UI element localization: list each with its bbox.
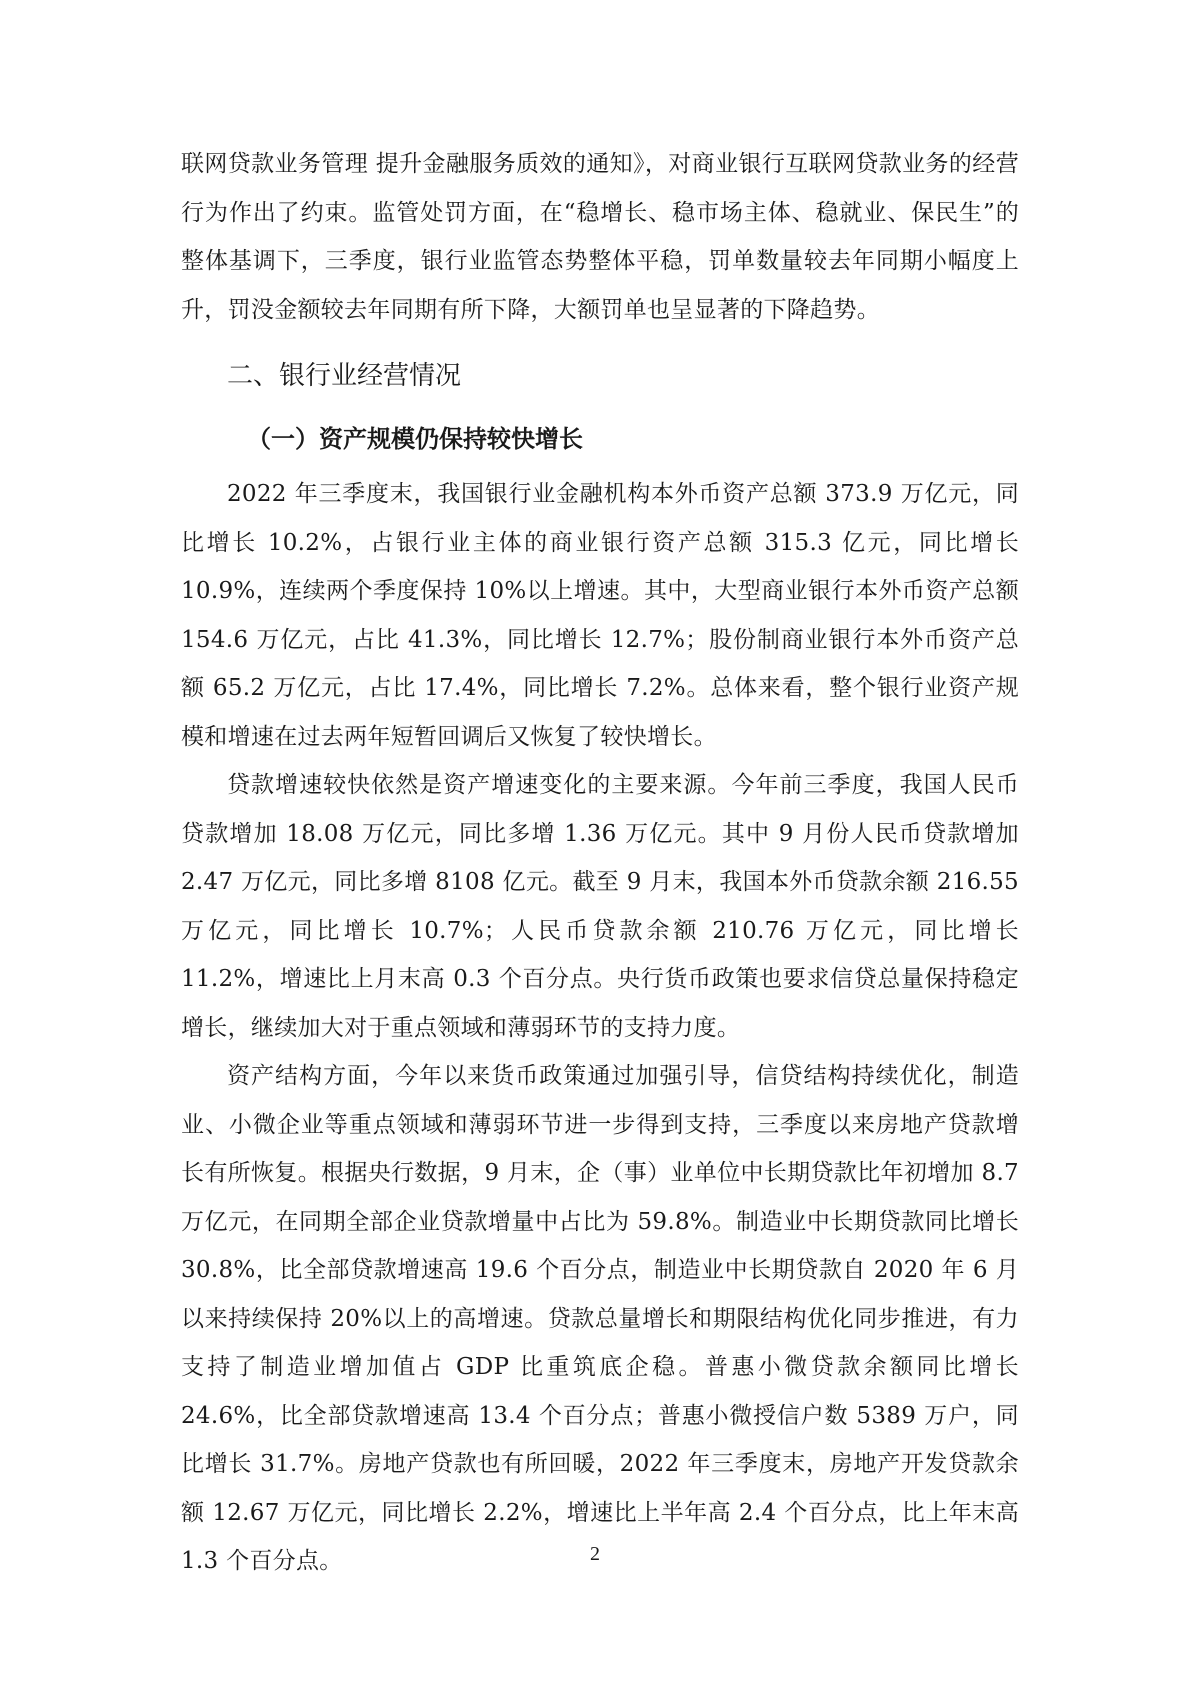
intro-paragraph: 联网贷款业务管理 提升金融服务质效的通知》，对商业银行互联网贷款业务的经营行为作出了约束。监管处罚方面，在“稳增长、稳市场主体、稳就业、保民生”的整体基调下，三季度，银行业监管态势整体平稳，罚单数量较去年同期小幅度上升，罚没金额较去年同期有所下降，大额罚单也呈显著的下降趋势。 (181, 151, 1019, 323)
body-paragraph-assets: 2022 年三季度末，我国银行业金融机构本外币资产总额 373.9 万亿元，同比增长 10.2%，占银行业主体的商业银行资产总额 315.3 亿元，同比增长 10.9%，连续两个季度保持 10%以上增速。其中，大型商业银行本外币资产总额 154.6 万亿元，占比 41.3%，同比增长 12.7%；股份制商业银行本外币资产总额 65.2 万亿元，占比 17.4%，同比增长 7.2%。总体来看，整个银行业资产规模和增速在过去两年短暂回调后又恢复了较快增长。 (181, 481, 1019, 750)
page-content (181, 140, 1019, 1586)
page-number: 2 (590, 1543, 600, 1565)
section-heading: 二、银行业经营情况 (227, 361, 462, 391)
subsection-heading: （一）资产规模仍保持较快增长 (247, 425, 583, 453)
body-paragraph-loans: 贷款增速较快依然是资产增速变化的主要来源。今年前三季度，我国人民币贷款增加 18.08 万亿元，同比多增 1.36 万亿元。其中 9 月份人民币贷款增加 2.47 万亿元，同比多增 8108 亿元。截至 9 月末，我国本外币贷款余额 216.55 万亿元，同比增长 10.7%；人民币贷款余额 210.76 万亿元，同比增长 11.2%，增速比上月末高 0.3 个百分点。央行货币政策也要求信贷总量保持稳定增长，继续加大对于重点领域和薄弱环节的支持力度。 (181, 772, 1019, 1041)
body-paragraph-structure: 资产结构方面，今年以来货币政策通过加强引导，信贷结构持续优化，制造业、小微企业等重点领域和薄弱环节进一步得到支持，三季度以来房地产贷款增长有所恢复。根据央行数据，9 月末，企（事）业单位中长期贷款比年初增加 8.7 万亿元，在同期全部企业贷款增量中占比为 59.8%。制造业中长期贷款同比增长 30.8%，比全部贷款增速高 19.6 个百分点，制造业中长期贷款自 2020 年 6 月以来持续保持 20%以上的高增速。贷款总量增长和期限结构优化同步推进，有力支持了制造业增加值占 GDP 比重筑底企稳。普惠小微贷款余额同比增长 24.6%，比全部贷款增速高 13.4 个百分点；普惠小微授信户数 5389 万户，同比增长 31.7%。房地产贷款也有所回暖，2022 年三季度末，房地产开发贷款余额 12.67 万亿元，同比增长 2.2%，增速比上半年高 2.4 个百分点，比上年末高 1.3 个百分点。 (181, 1063, 1019, 1574)
